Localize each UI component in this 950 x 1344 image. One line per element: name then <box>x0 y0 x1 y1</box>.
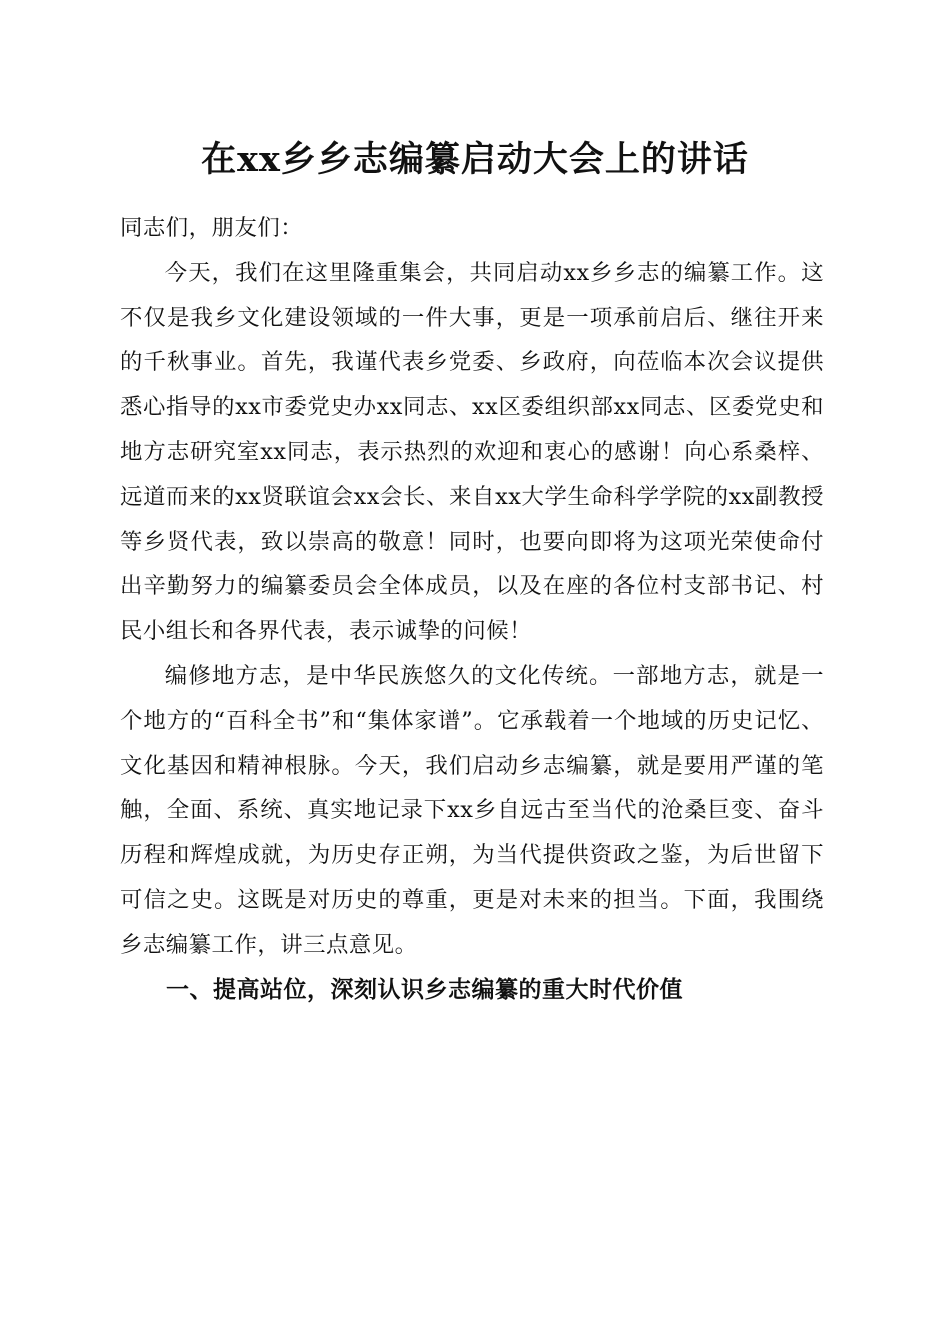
salutation: 同志们，朋友们： <box>120 215 304 241</box>
document-title: 在xx乡乡志编纂启动大会上的讲话 <box>201 139 749 180</box>
document-body <box>120 206 824 1012</box>
section-heading: 一、提高站位，深刻认识乡志编纂的重大时代价值 <box>166 976 683 1003</box>
paragraph-opening: 今天，我们在这里隆重集会，共同启动xx乡乡志的编纂工作。这不仅是我乡文化建设领域的一件大事，更是一项承前启后、继往开来的千秋事业。首先，我谨代表乡党委、乡政府，向莅临本次会议提供悉心指导的xx市委党史办xx同志、xx区委组织部xx同志、区委党史和地方志研究室xx同志，表示热烈的欢迎和衷心的感谢！向心系桑梓、远道而来的xx贤联谊会xx会长、来自xx大学生命科学学院的xx副教授等乡贤代表，致以崇高的敬意！同时，也要向即将为这项光荣使命付出辛勤努力的编纂委员会全体成员，以及在座的各位村支部书记、村民小组长和各界代表，表示诚挚的问候！ <box>120 259 824 645</box>
paragraph-local-chronicles: 编修地方志，是中华民族悠久的文化传统。一部地方志，就是一个地方的“百科全书”和“集体家谱”。它承载着一个地域的历史记忆、文化基因和精神根脉。今天，我们启动乡志编纂，就是要用严谨的笔触，全面、系统、真实地记录下xx乡自远古至当代的沧桑巨变、奋斗历程和辉煌成就，为历史存正朔，为当代提供资政之鉴，为后世留下可信之史。这既是对历史的尊重，更是对未来的担当。下面，我围绕乡志编纂工作，讲三点意见。 <box>120 662 824 958</box>
